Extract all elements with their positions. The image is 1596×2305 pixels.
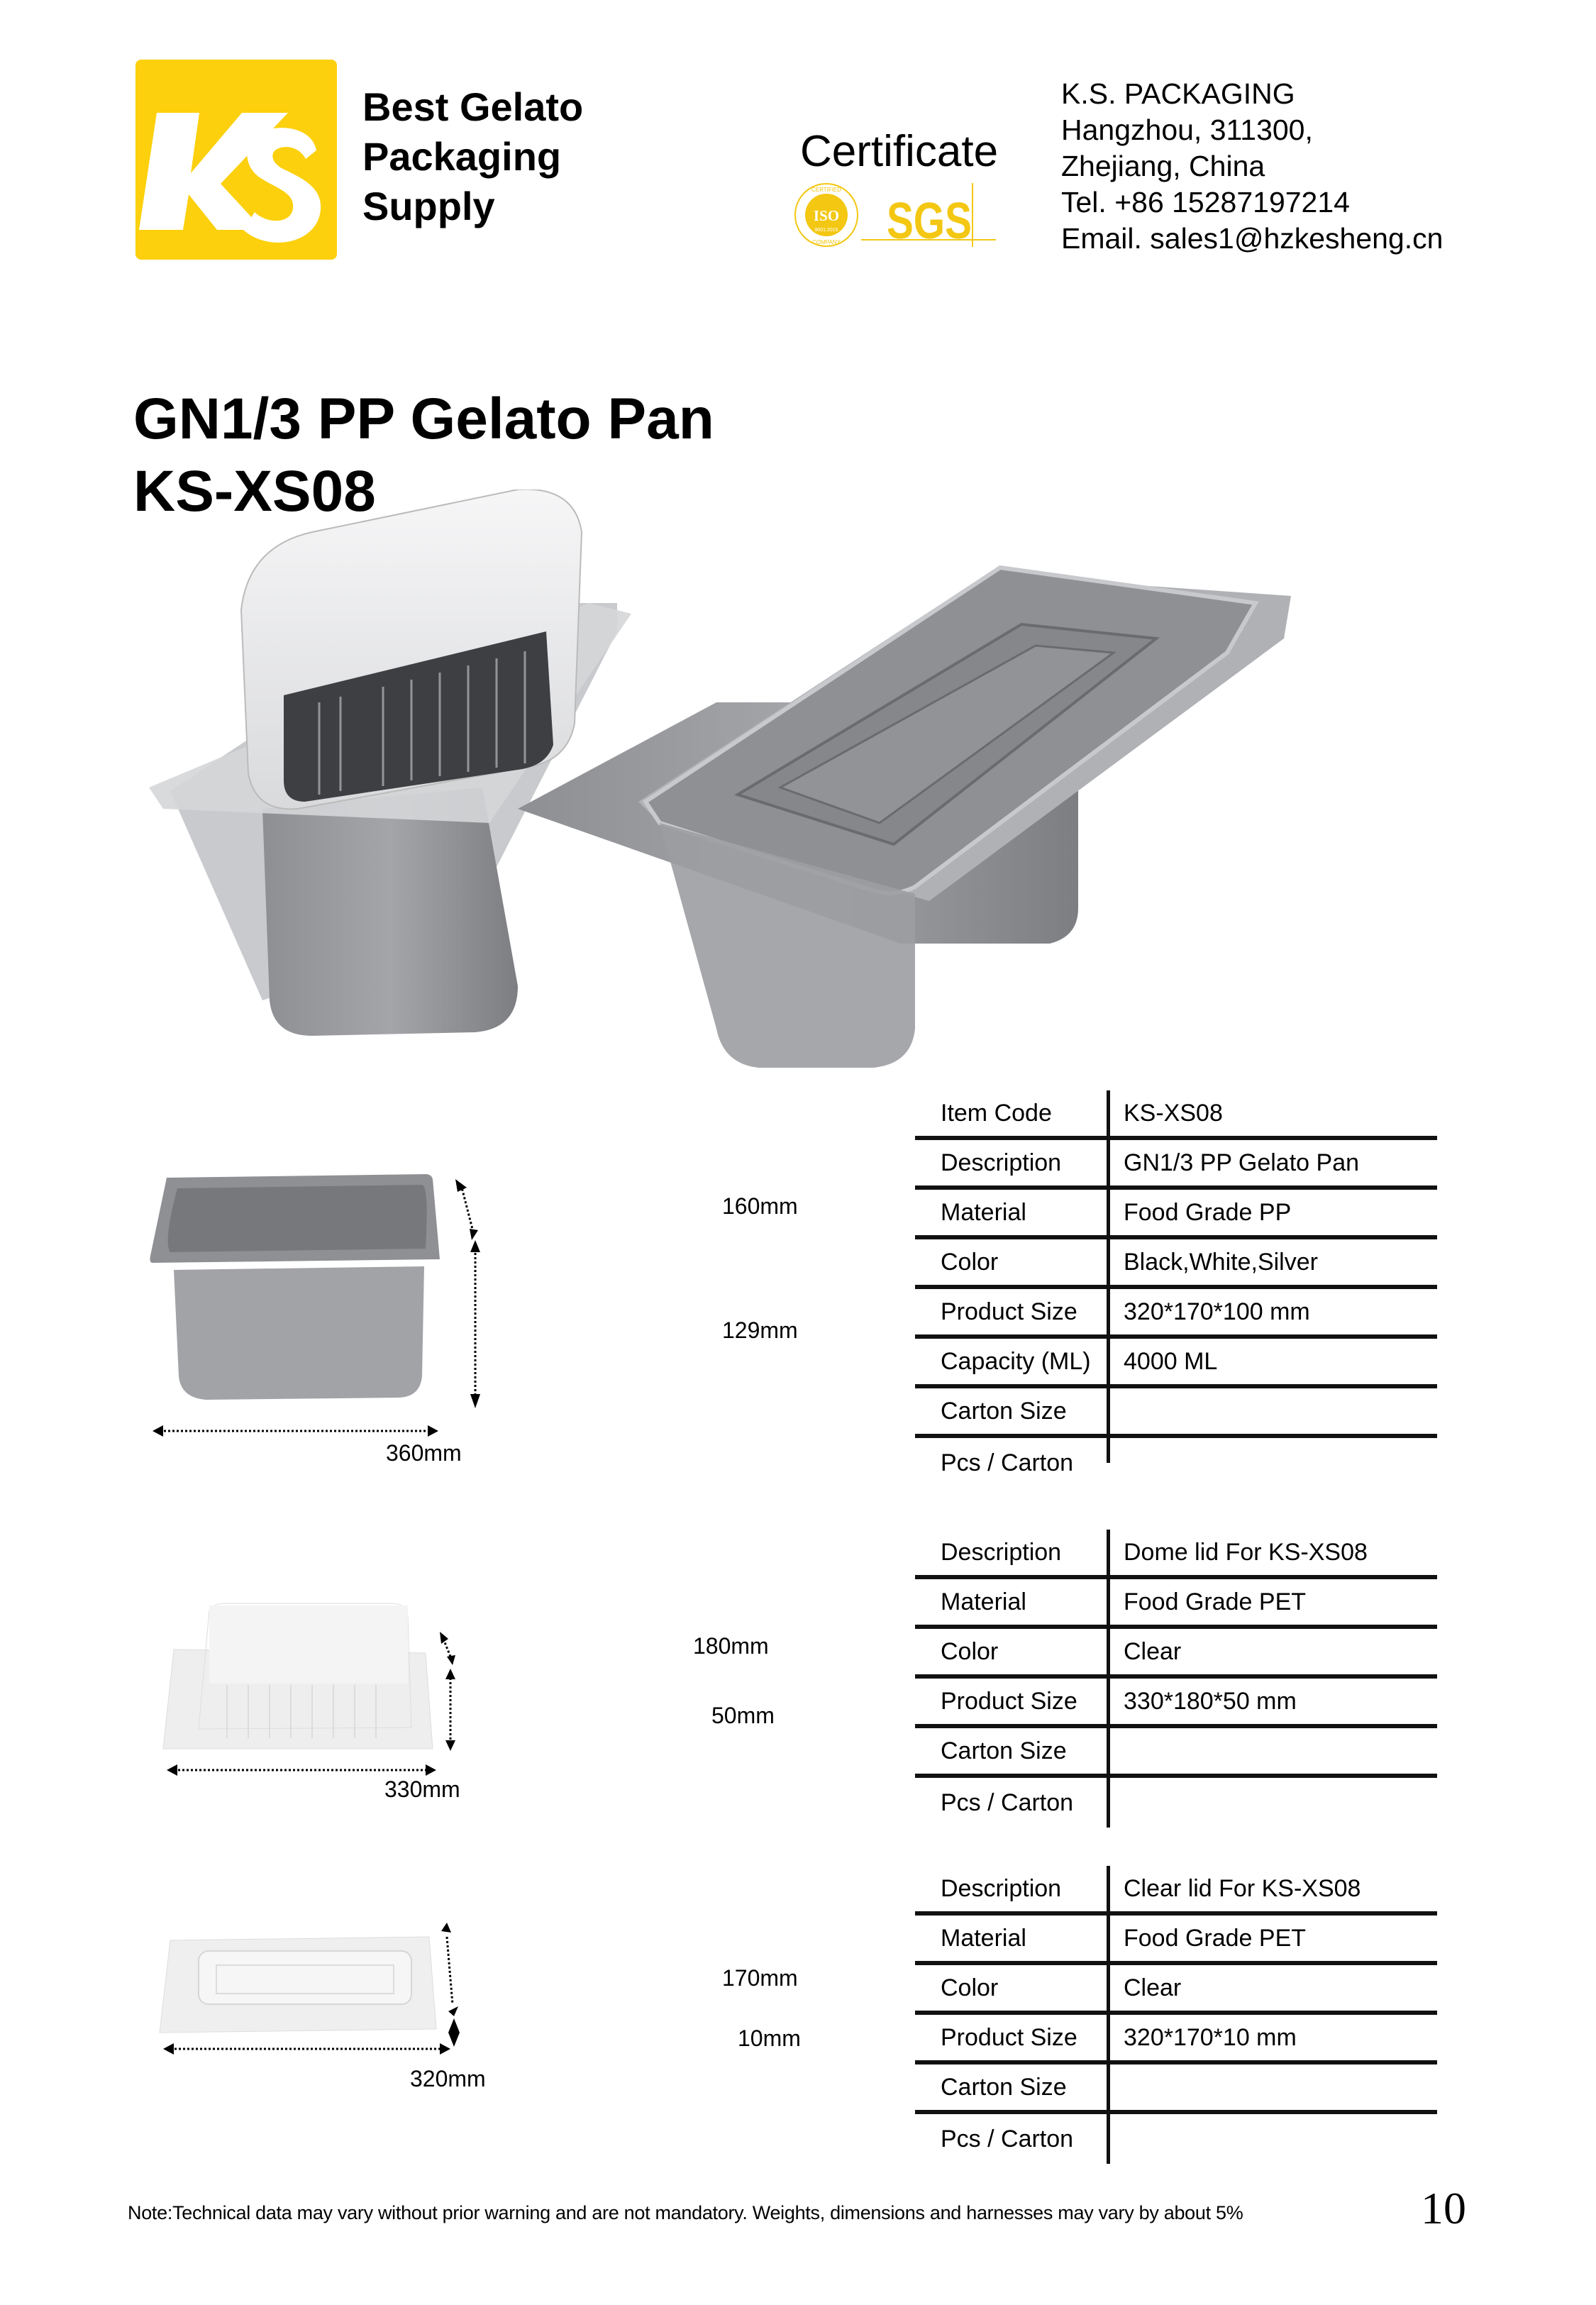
clear-lid-height-label: 10mm [738, 2025, 801, 2051]
table-row: Description GN1/3 PP Gelato Pan [915, 1140, 1437, 1190]
address-line-2: Zhejiang, China [1061, 150, 1265, 182]
table-row: Carton Size [915, 2064, 1437, 2114]
table-row: Material Food Grade PET [915, 1579, 1437, 1629]
contact-block [1061, 76, 1443, 257]
table-row: Carton Size [915, 1728, 1437, 1778]
table-row: Product Size 330*180*50 mm [915, 1679, 1437, 1728]
svg-text:ISO: ISO [813, 207, 840, 224]
certificate-label: Certificate [800, 127, 999, 176]
svg-text:9001:2015: 9001:2015 [814, 228, 838, 233]
company-name: K.S. PACKAGING [1061, 77, 1295, 110]
table-row: Description Clear lid For KS-XS08 [915, 1866, 1437, 1916]
svg-text:CERTIFIED: CERTIFIED [811, 187, 842, 193]
table-row: Pcs / Carton [941, 1789, 1074, 1816]
table-row: Material Food Grade PET [915, 1916, 1437, 1965]
hero-product-image [149, 490, 1419, 1071]
pan-spec-table [915, 1090, 1437, 1488]
dome-lid-height-label: 50mm [711, 1703, 775, 1728]
table-row: Color Black,White,Silver [915, 1239, 1437, 1289]
iso-badge-icon [793, 182, 860, 248]
sgs-logo-icon [861, 183, 996, 247]
table-row: Material Food Grade PP [915, 1190, 1437, 1239]
dome-lid-dimension-diagram [156, 1600, 724, 1791]
pan-length-label: 360mm [386, 1440, 462, 1466]
table-row: Color Clear [915, 1629, 1437, 1679]
brand-line-3: Supply [362, 184, 495, 228]
table-row: Product Size 320*170*10 mm [915, 2015, 1437, 2064]
product-title: GN1/3 PP Gelato Pan [133, 387, 714, 451]
pan-height-label: 129mm [722, 1317, 798, 1343]
table-row: Color Clear [915, 1965, 1437, 2015]
clear-lid-dimension-diagram [156, 1923, 724, 2079]
table-row: Item Code KS-XS08 [915, 1090, 1437, 1140]
email: Email. sales1@hzkesheng.cn [1061, 222, 1443, 255]
table-row: Product Size 320*170*100 mm [915, 1289, 1437, 1339]
address-line-1: Hangzhou, 311300, [1061, 114, 1313, 146]
table-row: Pcs / Carton [941, 1449, 1074, 1476]
page-number: 10 [1421, 2183, 1466, 2233]
brand-line-2: Packaging [362, 134, 562, 179]
svg-text:COMPANY: COMPANY [812, 239, 841, 245]
dome-lid-depth-label: 180mm [693, 1633, 769, 1659]
svg-text:SGS: SGS [887, 193, 972, 247]
dome-lid-spec-table [915, 1530, 1437, 1828]
table-row: Pcs / Carton [941, 2125, 1074, 2152]
dome-lid-length-label: 330mm [384, 1776, 460, 1802]
disclaimer-note: Note:Technical data may vary without prior warning and are not mandatory. Weights, dimensions and harnesses may vary by about 5% [128, 2202, 1243, 2223]
product-code: KS-XS08 [133, 459, 376, 524]
ks-logo-icon [135, 60, 337, 260]
ks-logo [135, 60, 337, 260]
table-row: Description Dome lid For KS-XS08 [915, 1530, 1437, 1579]
table-row: Carton Size [915, 1388, 1437, 1438]
clear-lid-spec-table [915, 1866, 1437, 2164]
pan-depth-label: 160mm [722, 1193, 798, 1219]
pan-dimension-diagram [142, 1163, 766, 1447]
clear-lid-depth-label: 170mm [722, 1965, 798, 1991]
table-row: Capacity (ML) 4000 ML [915, 1339, 1437, 1388]
clear-lid-length-label: 320mm [410, 2066, 486, 2091]
phone: Tel. +86 15287197214 [1061, 186, 1350, 219]
brand-line-1: Best Gelato [362, 84, 584, 129]
